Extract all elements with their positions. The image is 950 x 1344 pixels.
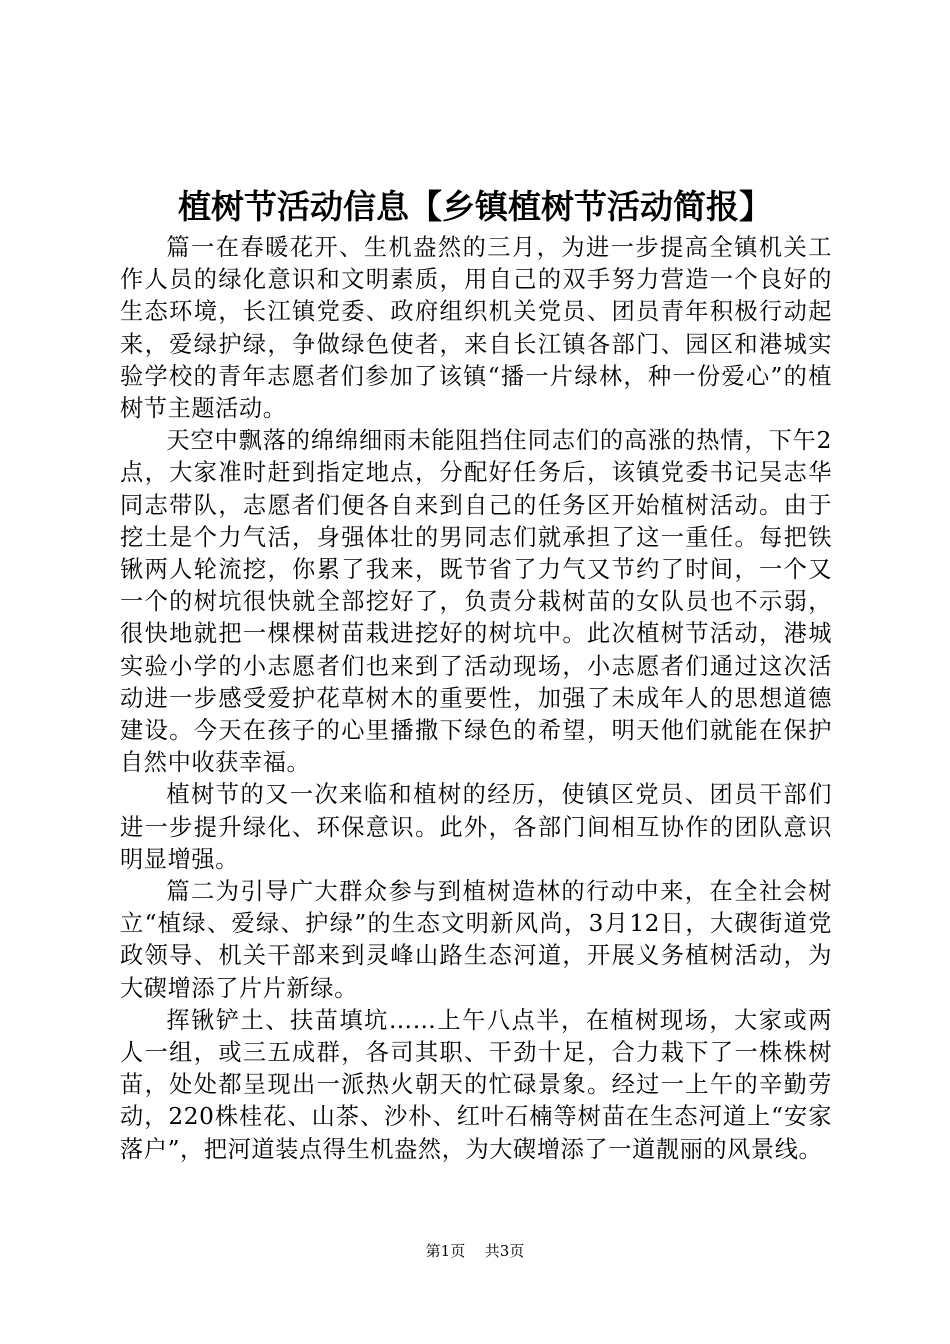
page-total: 共3页: [484, 1242, 525, 1260]
page-number: 第1页: [425, 1242, 466, 1260]
paragraph-1: 篇一在春暖花开、生机盎然的三月，为进一步提高全镇机关工作人员的绿化意识和文明素质，用自己的双手努力营造一个良好的生态环境，长江镇党委、政府组织机关党员、团员青年积极行动起来，爱绿护绿，争做绿色使者，来自长江镇各部门、园区和港城实验学校的青年志愿者们参加了该镇“播一片绿林，种一份爱心”的植树节主题活动。: [120, 234, 832, 423]
paragraph-4: 篇二为引导广大群众参与到植树造林的行动中来，在全社会树立“植绿、爱绿、护绿”的生态文明新风尚，3月12日，大碶街道党政领导、机关干部来到灵峰山路生态河道，开展义务植树活动，为大碶增添了片片新绿。: [120, 878, 832, 1002]
paragraph-3: 植树节的又一次来临和植树的经历，使镇区党员、团员干部们进一步提升绿化、环保意识。此外，各部门间相互协作的团队意识明显增强。: [120, 781, 832, 873]
document-title: 植树节活动信息【乡镇植树节活动简报】: [178, 187, 772, 226]
page-footer: [0, 1241, 950, 1261]
document-body: [120, 232, 832, 1166]
paragraph-5: 挥锹铲土、扶苗填坑……上午八点半，在植树现场，大家或两人一组，或三五成群，各司其职、干劲十足，合力栽下了一株株树苗，处处都呈现出一派热火朝天的忙碌景象。经过一上午的辛勤劳动，220株桂花、山茶、沙朴、红叶石楠等树苗在生态河道上“安家落户”，把河道装点得生机盎然，为大碶增添了一道靓丽的风景线。: [120, 1006, 832, 1163]
paragraph-2: 天空中飘落的绵绵细雨未能阻挡住同志们的高涨的热情，下午2点，大家准时赶到指定地点，分配好任务后，该镇党委书记吴志华同志带队，志愿者们便各自来到自己的任务区开始植树活动。由于挖土是个力气活，身强体壮的男同志们就承担了这一重任。每把铁锹两人轮流挖，你累了我来，既节省了力气又节约了时间，一个又一个的树坑很快就全部挖好了，负责分栽树苗的女队员也不示弱，很快地就把一棵棵树苗栽进挖好的树坑中。此次植树节活动，港城实验小学的小志愿者们也来到了活动现场，小志愿者们通过这次活动进一步感受爱护花草树木的重要性，加强了未成年人的思想道德建设。今天在孩子的心里播撒下绿色的希望，明天他们就能在保护自然中收获幸福。: [120, 427, 832, 777]
